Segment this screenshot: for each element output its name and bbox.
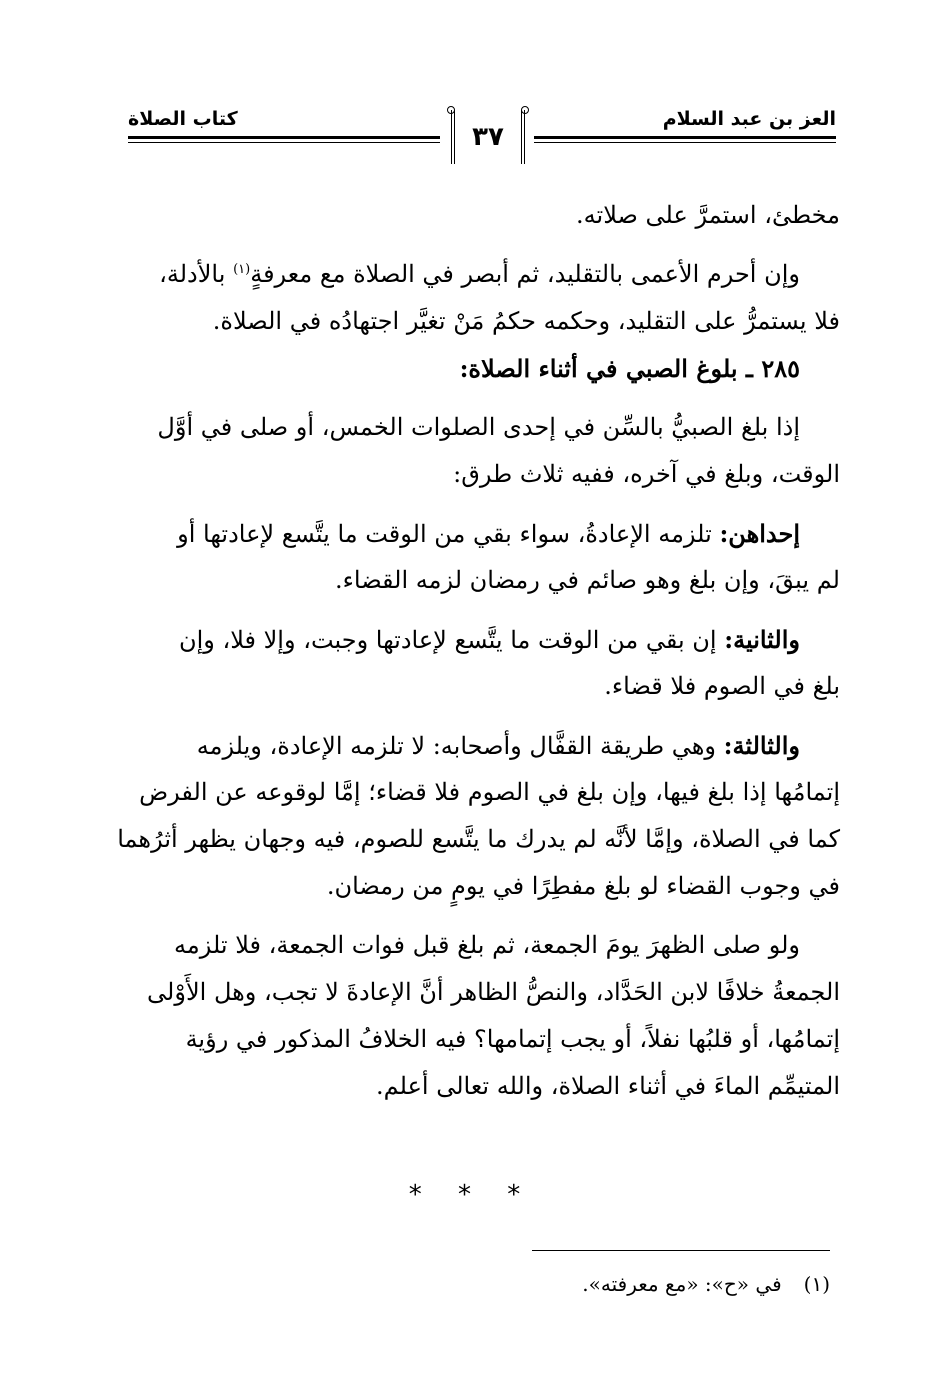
footnote-number: (١) xyxy=(803,1272,830,1296)
running-head-author: العز بن عبد السلام xyxy=(662,108,836,130)
text-line: في وجوب القضاء لو بلغ مفطِرًا في يومٍ من رمضان. xyxy=(326,872,840,900)
section-separator: * * * xyxy=(408,1180,535,1210)
footnote xyxy=(582,1272,830,1296)
text-segment: إن بقي من الوقت ما يتَّسع لإعادتها وجبت، وإلا فلا، وإن xyxy=(178,626,717,654)
text-line: المتيمِّم الماءَ في أثناء الصلاة، والله تعالى أعلم. xyxy=(376,1072,840,1100)
header-rule-right-thin xyxy=(534,142,836,143)
text-line xyxy=(120,722,840,769)
running-head-section: كتاب الصلاة xyxy=(128,108,238,130)
page-header xyxy=(128,98,836,178)
page-body xyxy=(117,192,840,1110)
page-number-frame xyxy=(451,110,525,164)
text-line xyxy=(120,510,840,557)
text-line: الجمعةُ خلافًا لابن الحَدَّاد، والنصُّ الظاهر أنَّ الإعادةَ لا تجب، وهل الأَوْلى xyxy=(147,978,840,1006)
text-line: ولو صلى الظهرَ يومَ الجمعة، ثم بلغ قبل فوات الجمعة، فلا تلزمه xyxy=(174,931,800,959)
text-line: مخطئ، استمرَّ على صلاته. xyxy=(576,201,840,229)
header-rule-right xyxy=(534,136,836,139)
text-segment: وهي طريقة القفَّال وأصحابه: لا تلزمه الإعادة، ويلزمه xyxy=(196,732,716,760)
footnote-text: في «ح»: «مع معرفته». xyxy=(582,1272,782,1296)
paragraph-label: والثالثة: xyxy=(723,731,800,760)
paragraph-label: إحداهن: xyxy=(719,519,800,548)
section-heading: ٢٨٥ ـ بلوغ الصبي في أثناء الصلاة: xyxy=(459,354,800,383)
text-line: بلغ في الصوم فلا قضاء. xyxy=(604,672,840,700)
text-line: فلا يستمرُّ على التقليد، وحكمه حكمُ مَنْ تغيَّر اجتهادُه في الصلاة. xyxy=(212,307,840,335)
text-line: الوقت، وبلغ في آخره، ففيه ثلاث طرق: xyxy=(453,460,840,488)
text-line: إذا بلغ الصبيُّ بالسِّن في إحدى الصلوات الخمس، أو صلى في أوَّل xyxy=(157,413,800,441)
text-line: كما في الصلاة، وإمَّا لأنَّه لم يدرك ما يتَّسع للصوم، فيه وجهان يظهر أثرُهما xyxy=(117,825,840,853)
text-line: لم يبقَ، وإن بلغ وهو صائم في رمضان لزمه القضاء. xyxy=(334,566,840,594)
header-rule-left xyxy=(128,136,440,139)
header-rule-left-thin xyxy=(128,142,440,143)
text-line: إتمامُها، أو قلبُها نفلاً، أو يجب إتمامها؟ فيه الخلافُ المذكور في رؤية xyxy=(185,1025,840,1053)
page-number: ٣٧ xyxy=(472,122,504,152)
text-segment: وإن أحرم الأعمى بالتقليد، ثم أبصر في الصلاة مع معرفةٍ xyxy=(250,260,800,288)
text-line xyxy=(120,616,840,663)
text-line xyxy=(120,251,840,298)
footnote-rule xyxy=(532,1250,830,1251)
text-segment: تلزمه الإعادةُ، سواء بقي من الوقت ما يتَّسع لإعادتها أو xyxy=(177,520,712,548)
text-segment: بالأدلة، xyxy=(159,260,226,288)
text-line: إتمامُها إذا بلغ فيها، وإن بلغ في الصوم فلا قضاء؛ إمَّا لوقوعه عن الفرض xyxy=(139,778,840,806)
footnote-marker: (١) xyxy=(233,262,251,277)
paragraph-label: والثانية: xyxy=(724,625,800,654)
